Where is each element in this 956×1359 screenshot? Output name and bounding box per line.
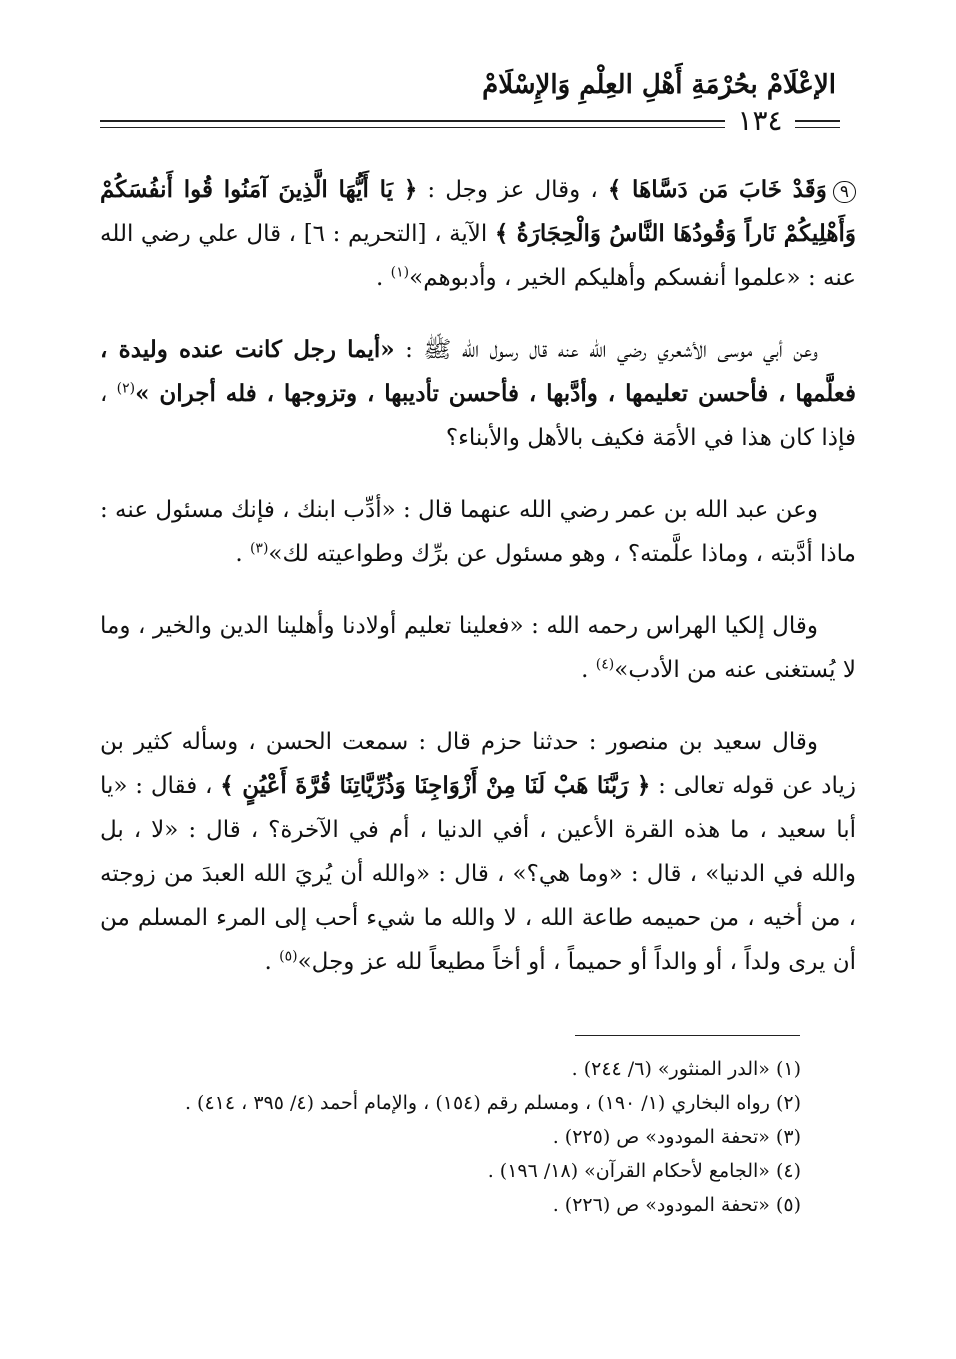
footnote-1: (١) «الدر المنثور» (٦/ ٢٤٤) . [571, 1058, 801, 1080]
paragraph-text: ، فقال : «يا أبا سعيد ، ما هذه القرة الأعين ، أفي الدنيا ، أم في الآخرة؟ ، قال : «لا ، بل والله في الدنيا» ، قال : «وما هي؟» ، قال : «والله أن يُريَ الله العبدَ من زوجته ، من أخيه ، من حميمه طاعة الله ، لا والله ما شيء أحب إلى المرء المسلم من أن يرى ولداً ، أو والداً أو حميماً ، أو أخاً مطيعاً لله عز وجل» [100, 773, 856, 975]
header-rule-short [795, 120, 840, 128]
hadith-text: «أيما رجل كانت عنده وليدة ، فعلَّمها ، فأحسن تعليمها ، وأدَّبها ، فأحسن تأديبها ، وتزوجها ، فله أجران » [100, 336, 856, 407]
paragraph-2 [100, 328, 856, 460]
footnotes [101, 1052, 801, 1222]
paragraph-5 [100, 720, 856, 984]
footnote-separator [575, 1035, 800, 1036]
paragraph-text: ، وقال عز وجل : [417, 177, 608, 203]
paragraph-text: وعن أبي موسى الأشعري رضي الله عنه قال رسول الله ﷺ : [394, 337, 818, 363]
quran-verse: ﴿ رَبَّنَا هَبْ لَنَا مِنْ أَزْوَاجِنَا وَذُرِّيَّاتِنَا قُرَّةَ أَعْيُنٍ ﴾ [220, 772, 651, 799]
footnote-ref: (٥) [279, 948, 298, 965]
footnote-ref: (١) [390, 264, 410, 281]
paragraph-end: . [376, 265, 391, 291]
paragraph-text: وعن عبد الله بن عمر رضي الله عنهما قال : «أدِّب ابنك ، فإنك مسئول عنه : ماذا أدَّبته ، وماذا علَّمته؟ ، وهو مسئول عن برِّك وطواعيته لك» [100, 497, 856, 567]
paragraph-3 [100, 488, 856, 576]
quran-verse: وَقَدْ خَابَ مَن دَسَّاهَا ﴾ [607, 176, 827, 203]
paragraph-text: وقال إلكيا الهراس رحمه الله : «فعلينا تعليم أولادنا وأهلينا الدين والخير ، وما لا يُستغنى عنه من الأدب» [100, 613, 856, 683]
running-header-title: الإعْلَامْ بحُرْمَةِ أَهْلِ العِلْمِ وَالإِسْلَامْ [482, 70, 836, 100]
quran-verse: ﴿ يَا أَيُّهَا الَّذِينَ آمَنُوا قُوا أَنفُسَكُمْ وَأَهْلِيكُمْ نَاراً وَقُودُهَا النَّاسُ وَالْحِجَارَةُ ﴾ [100, 176, 857, 247]
paragraph-end: . [581, 657, 596, 683]
footnote-2: (٢) رواه البخاري (١/ ١٩٠) ، ومسلم رقم (١٥٤) ، والإمام أحمد (٤/ ٣٩٥ ، ٤١٤) . [184, 1092, 801, 1114]
paragraph-text: ، فإذا كان هذا في الأمَة فكيف بالأهل والأبناء؟ [100, 381, 856, 451]
footnote-ref: (٤) [595, 656, 615, 673]
paragraph-end: . [235, 541, 250, 567]
page-number: ١٣٤ [737, 104, 783, 137]
footnote-5: (٥) «تحفة المودود» ص (٢٢٦) . [552, 1194, 801, 1216]
footnote-ref: (٢) [116, 380, 136, 397]
paragraph-text: الآية ، [التحريم : ٦] ، قال علي رضي الله عنه : «علموا أنفسكم وأهليكم الخير ، وأدبوهم» [100, 221, 856, 291]
verse-number-marker: ٩ [833, 181, 856, 203]
main-text [100, 168, 856, 1012]
header-rule [100, 120, 725, 128]
footnote-4: (٤) «الجامع لأحكام القرآن» (١٨/ ١٩٦) . [487, 1160, 801, 1182]
paragraph-end: . [264, 949, 280, 975]
paragraph-1 [100, 168, 856, 300]
footnote-ref: (٣) [249, 540, 269, 557]
footnote-3: (٣) «تحفة المودود» ص (٢٢٥) . [552, 1126, 801, 1148]
paragraph-text: وقال سعيد بن منصور : حدثنا حزم قال : سمعت الحسن ، وسأله كثير بن زياد عن قوله تعالى : [100, 729, 856, 799]
paragraph-4 [100, 604, 856, 692]
